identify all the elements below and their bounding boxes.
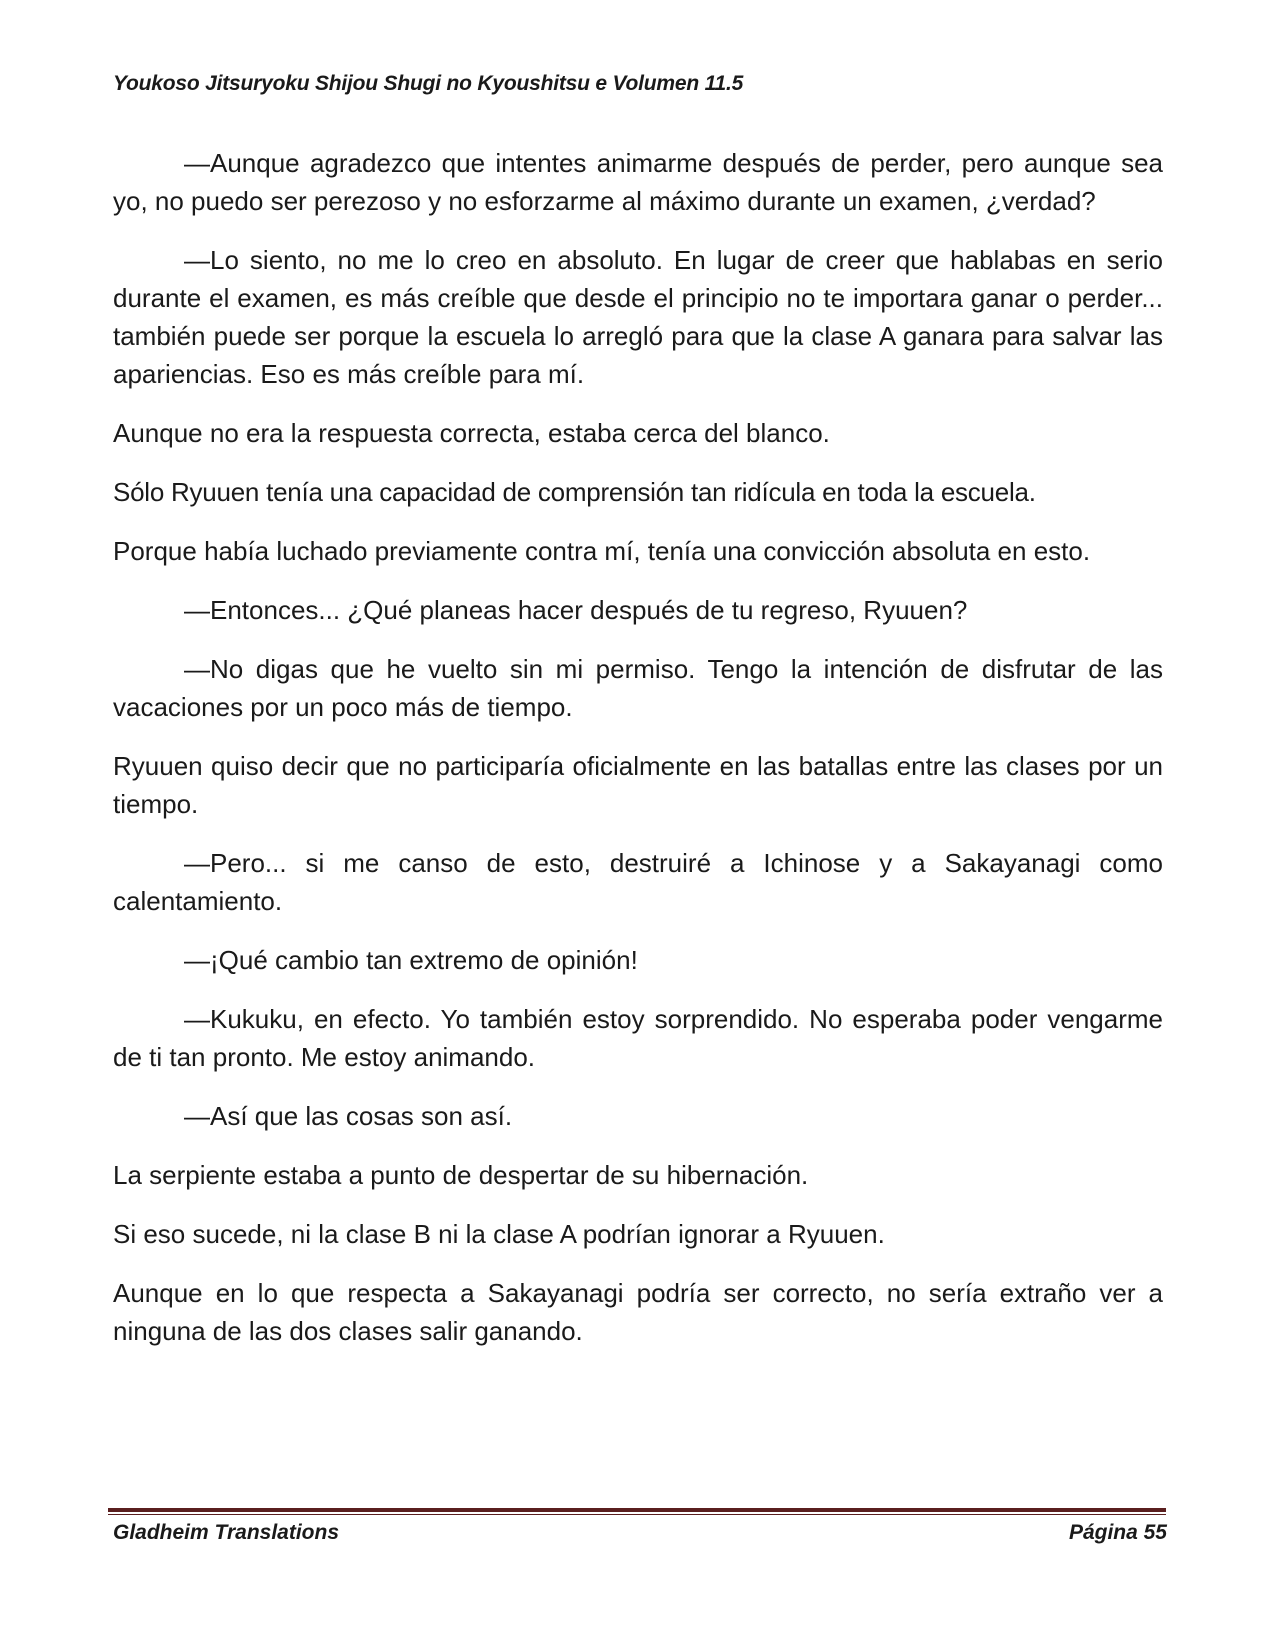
- paragraph-11: —Kukuku, en efecto. Yo también estoy sorprendido. No esperaba poder vengarme de ti tan pronto. Me estoy animando.: [113, 1004, 1163, 1072]
- paragraph-8: Ryuuen quiso decir que no participaría oficialmente en las batallas entre las clases por un tiempo.: [113, 751, 1163, 819]
- footer-page-number: Página 55: [1068, 1521, 1167, 1544]
- page-header-title: Youkoso Jitsuryoku Shijou Shugi no Kyoushitsu e Volumen 11.5: [113, 72, 744, 95]
- paragraph-6: —Entonces... ¿Qué planeas hacer después de tu regreso, Ryuuen?: [184, 595, 968, 625]
- footer-divider-thick-line: [108, 1508, 1166, 1512]
- paragraph-13: La serpiente estaba a punto de despertar de su hibernación.: [113, 1160, 809, 1190]
- footer-publisher: Gladheim Translations: [113, 1521, 340, 1544]
- paragraph-10: —¡Qué cambio tan extremo de opinión!: [184, 945, 638, 975]
- paragraph-15: Aunque en lo que respecta a Sakayanagi podría ser correcto, no sería extraño ver a ninguna de las dos clases salir ganando.: [113, 1278, 1163, 1346]
- page-body: [113, 144, 1163, 1371]
- paragraph-14: Si eso sucede, ni la clase B ni la clase A podrían ignorar a Ryuuen.: [113, 1219, 885, 1249]
- footer-divider-thin-line: [108, 1514, 1166, 1515]
- paragraph-7: —No digas que he vuelto sin mi permiso. Tengo la intención de disfrutar de las vacaciones por un poco más de tiempo.: [113, 654, 1163, 722]
- footer-divider: [108, 1508, 1166, 1516]
- paragraph-5: Porque había luchado previamente contra mí, tenía una convicción absoluta en esto.: [113, 536, 1091, 566]
- paragraph-9: —Pero... si me canso de esto, destruiré a Ichinose y a Sakayanagi como calentamiento.: [113, 848, 1163, 916]
- paragraph-12: —Así que las cosas son así.: [184, 1101, 513, 1131]
- paragraph-1: —Aunque agradezco que intentes animarme después de perder, pero aunque sea yo, no puedo ser perezoso y no esforzarme al máximo durante un examen, ¿verdad?: [113, 148, 1163, 216]
- paragraph-3: Aunque no era la respuesta correcta, estaba cerca del blanco.: [113, 418, 830, 448]
- paragraph-4: Sólo Ryuuen tenía una capacidad de comprensión tan ridícula en toda la escuela.: [113, 477, 1036, 507]
- paragraph-2: —Lo siento, no me lo creo en absoluto. En lugar de creer que hablabas en serio durante el examen, es más creíble que desde el principio no te importara ganar o perder... también puede ser porque la escuela lo arregló para que la clase A ganara para salvar las apariencias. Eso es más creíble para mí.: [113, 245, 1163, 389]
